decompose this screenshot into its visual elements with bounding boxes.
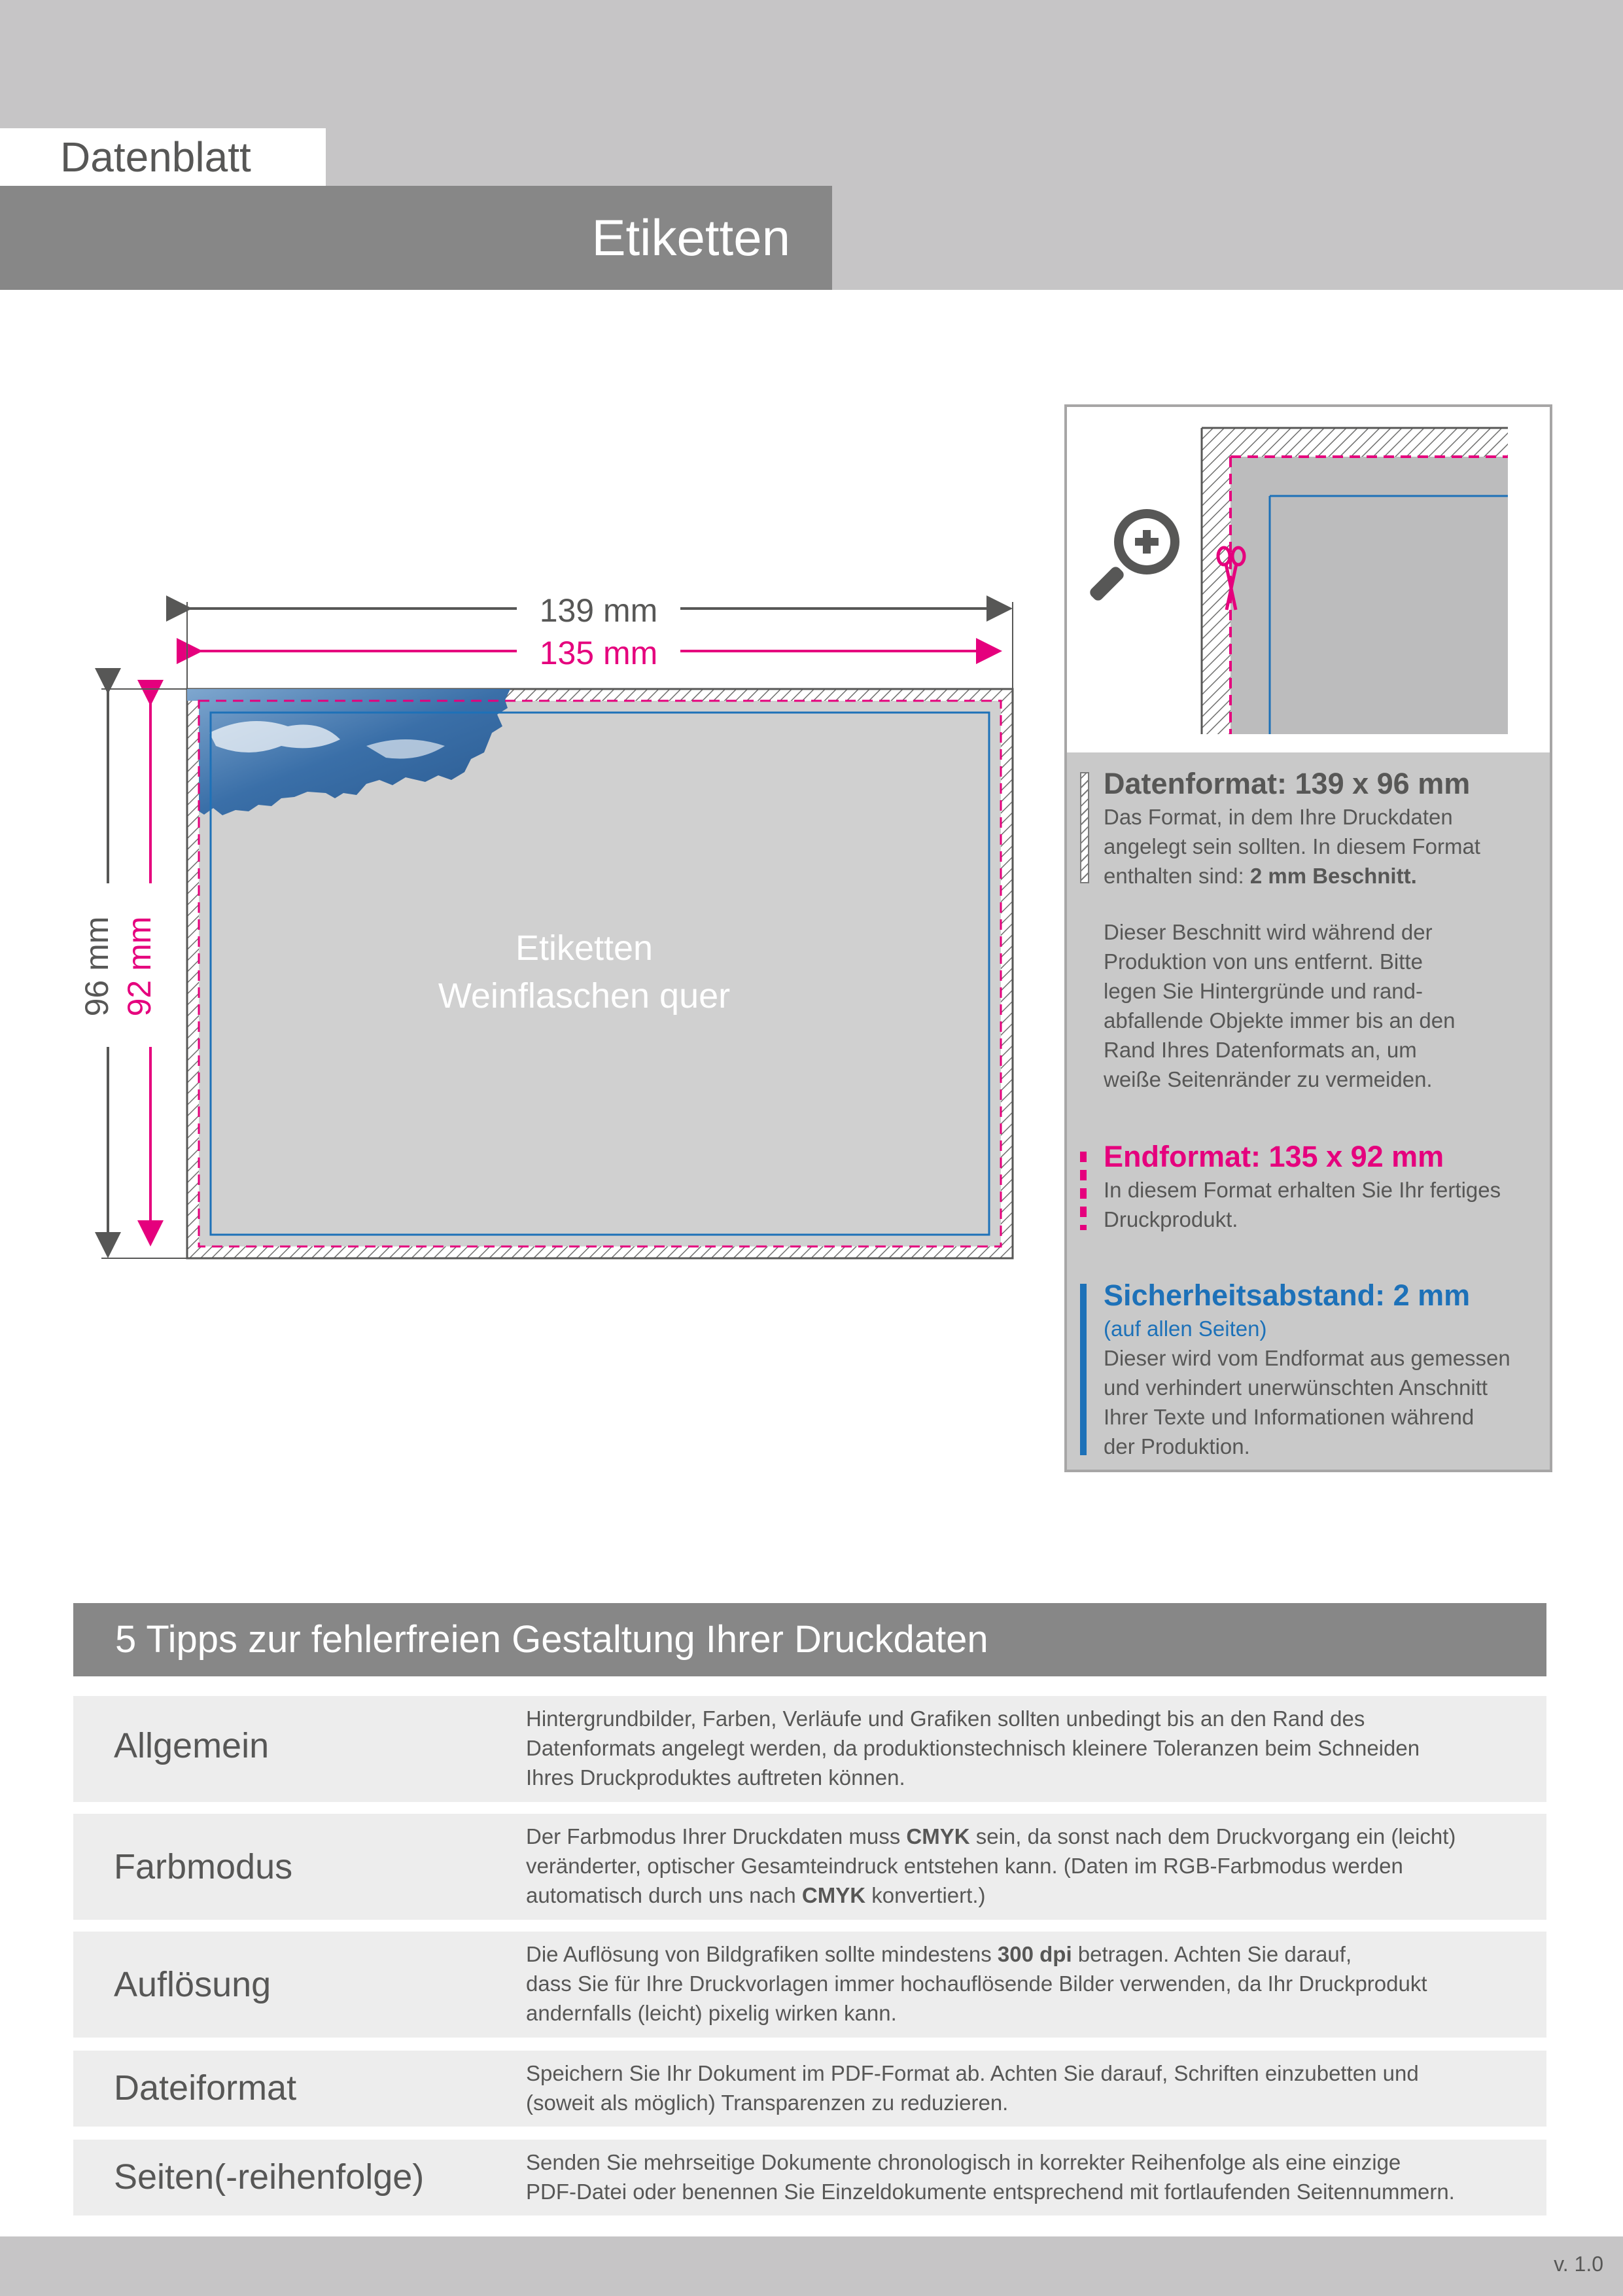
sicherheit-text-line: und verhindert unerwünschten Anschnitt <box>1104 1375 1488 1400</box>
tip-text-line: Senden Sie mehrseitige Dokumente chronologisch in korrekter Reihenfolge als eine einzige <box>526 2150 1401 2174</box>
tip-row-seiten <box>73 2140 1546 2216</box>
sicherheit-subtitle: (auf allen Seiten) <box>1104 1316 1267 1341</box>
tip-label: Dateiformat <box>114 2068 297 2108</box>
tip-text-line: dass Sie für Ihre Druckvorlagen immer hochauflösende Bilder verwenden, da Ihr Druckprodukt <box>526 1971 1427 1996</box>
datenformat-section <box>1104 766 1535 891</box>
tip-text <box>526 1939 1533 2028</box>
beschnitt-text-line: abfallende Objekte immer bis an den <box>1104 1008 1456 1033</box>
beschnitt-text-line: Rand Ihres Datenformats an, um <box>1104 1038 1417 1062</box>
bleed-note: 2 mm Beschnitt. <box>1249 864 1417 888</box>
beschnitt-section <box>1104 917 1535 1094</box>
tip-label: Seiten(-reihenfolge) <box>114 2157 425 2197</box>
zoom-detail-box <box>1067 407 1550 752</box>
tip-row-allgemein <box>73 1696 1546 1802</box>
tip-text-part: Die Auflösung von Bildgrafiken sollte mindestens <box>526 1942 998 1966</box>
tip-text-part: automatisch durch uns nach <box>526 1883 802 1907</box>
datenformat-title: Datenformat: 139 x 96 mm <box>1104 767 1471 800</box>
version-label: v. 1.0 <box>1554 2252 1603 2276</box>
tip-text-line: Ihres Druckproduktes auftreten können. <box>526 1765 905 1790</box>
detail-end-format <box>1230 457 1508 734</box>
tip-text-bold: 300 dpi <box>997 1942 1072 1966</box>
tip-label: Auflösung <box>114 1965 271 2004</box>
width-outer-label: 139 mm <box>539 592 658 629</box>
page-title: Etiketten <box>0 186 832 290</box>
sicherheit-text-line: Ihrer Texte und Informationen während <box>1104 1405 1475 1429</box>
tip-text-line: (soweit als möglich) Transparenzen zu reduzieren. <box>526 2091 1009 2115</box>
sicherheit-marker <box>1080 1284 1087 1455</box>
tip-text-part: sein, da sonst nach dem Druckvorgang ein (leicht) <box>969 1824 1456 1848</box>
tip-row-farbmodus <box>73 1814 1546 1920</box>
endformat-section <box>1104 1139 1535 1234</box>
sicherheit-section <box>1104 1277 1535 1461</box>
tip-text-line: PDF-Datei oder benennen Sie Einzeldokumente entsprechend mit fortlaufenden Seitennummern. <box>526 2180 1455 2204</box>
endformat-text-line: In diesem Format erhalten Sie Ihr fertiges <box>1104 1178 1501 1202</box>
beschnitt-text-line: Produktion von uns entfernt. Bitte <box>1104 949 1423 974</box>
tip-text-line: veränderter, optischer Gesamteindruck entstehen kann. (Daten im RGB-Farbmodus werden <box>526 1854 1403 1878</box>
datenformat-text-line: enthalten sind: <box>1104 864 1250 888</box>
tip-text-bold: CMYK <box>801 1883 866 1907</box>
tip-text-part: Der Farbmodus Ihrer Druckdaten muss <box>526 1824 907 1848</box>
beschnitt-text-line: Dieser Beschnitt wird während der <box>1104 920 1433 944</box>
beschnitt-text-line: legen Sie Hintergründe und rand- <box>1104 979 1423 1003</box>
tip-label: Farbmodus <box>114 1847 293 1886</box>
datenblatt-label: Datenblatt <box>0 128 326 186</box>
endformat-marker <box>1080 1152 1087 1230</box>
tip-text-part: betragen. Achten Sie darauf, <box>1072 1942 1352 1966</box>
tip-text <box>526 2058 1533 2117</box>
tip-row-aufloesung <box>73 1932 1546 2038</box>
tip-text-line: Speichern Sie Ihr Dokument im PDF-Format ab. Achten Sie darauf, Schriften einzubetten und <box>526 2061 1419 2085</box>
width-inner-label: 135 mm <box>539 635 658 671</box>
tip-text-line: Datenformats angelegt werden, da produktionstechnisch kleinere Toleranzen beim Schneiden <box>526 1736 1420 1760</box>
sicherheit-text-line: der Produktion. <box>1104 1434 1250 1458</box>
endformat-text-line: Druckprodukt. <box>1104 1207 1238 1231</box>
format-diagram <box>0 537 1060 1282</box>
tips-header: 5 Tipps zur fehlerfreien Gestaltung Ihrer Druckdaten <box>73 1603 1546 1676</box>
height-outer-label: 96 mm <box>79 916 115 1017</box>
height-inner-label: 92 mm <box>121 916 158 1017</box>
sicherheit-text-line: Dieser wird vom Endformat aus gemessen <box>1104 1346 1510 1370</box>
endformat-title: Endformat: 135 x 92 mm <box>1104 1140 1444 1173</box>
tip-text <box>526 1704 1533 1792</box>
datenformat-text-line: Das Format, in dem Ihre Druckdaten <box>1104 805 1453 829</box>
tip-text <box>526 2147 1533 2206</box>
tip-text-line: Hintergrundbilder, Farben, Verläufe und Grafiken sollten unbedingt bis an den Rand des <box>526 1706 1365 1731</box>
footer-band <box>0 2236 1623 2296</box>
sicherheit-title: Sicherheitsabstand: 2 mm <box>1104 1279 1471 1312</box>
beschnitt-text-line: weiße Seitenränder zu vermeiden. <box>1104 1067 1433 1091</box>
format-label-line1: Etiketten <box>515 928 654 968</box>
tip-label: Allgemein <box>114 1726 270 1765</box>
tip-text <box>526 1822 1533 1910</box>
datenformat-text-line: angelegt sein sollten. In diesem Format <box>1104 834 1480 858</box>
zoom-detail-svg <box>1067 407 1550 752</box>
tip-row-dateiformat <box>73 2051 1546 2127</box>
tip-text-bold: CMYK <box>906 1824 970 1848</box>
info-panel <box>1064 404 1552 1472</box>
tip-text-line: andernfalls (leicht) pixelig wirken kann. <box>526 2001 897 2025</box>
datenformat-marker <box>1080 772 1089 883</box>
tip-text-part: konvertiert.) <box>865 1883 986 1907</box>
format-diagram-svg <box>0 537 1060 1282</box>
zoom-in-icon <box>1088 509 1179 603</box>
format-label-line2: Weinflaschen quer <box>438 976 731 1016</box>
